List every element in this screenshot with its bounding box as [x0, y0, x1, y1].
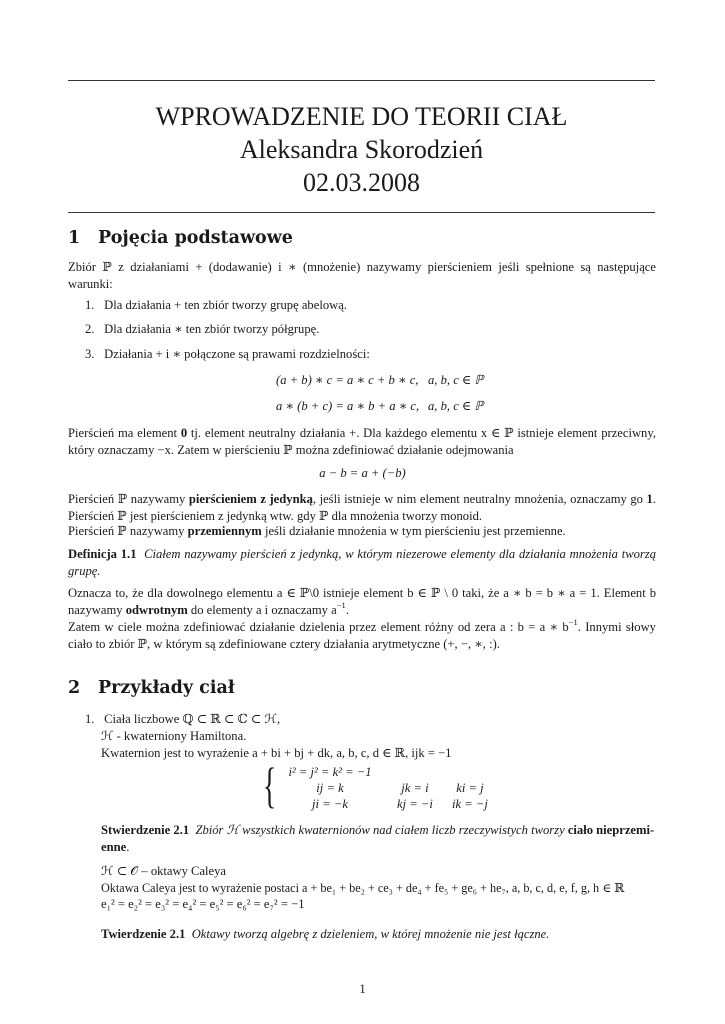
top-rule	[68, 80, 655, 81]
inverse-element-paragraph: Oznacza to, że dla dowolnego elementu a ∈ ℙ\0 istnieje element b ∈ ℙ \ 0 taki, że a ∗ b = b ∗ a = 1. Element b nazywamy odwrotnym do elementy a i oznaczamy $a^{-1}$.	[68, 586, 656, 617]
relation-ij: ij = k	[316, 781, 344, 795]
octonion-line-1: ℋ ⊂ 𝒪 – oktawy Caleya	[101, 864, 227, 878]
section-number: 1	[68, 228, 81, 248]
example-item-1-line-3: Kwaternion jest to wyrażenie a + bi + bj + dk, a, b, c, d ∈ ℝ, ijk = −1	[101, 746, 452, 760]
document-author: Aleksandra Skorodzień	[239, 135, 484, 164]
unity-ring-paragraph: Pierścień ℙ nazywamy pierścieniem z jedynką, jeśli istnieje w nim element neutralny mnożenia, oznaczamy go 1. Pierścień ℙ jest pierścieniem z jedynką wtw. gdy ℙ dla mnożenia tworzy monoid.	[68, 492, 656, 523]
condition-item-2: 2. Dla działania ∗ ten zbiór tworzy półgrupę.	[85, 322, 320, 336]
subtraction-equation: a − b = a + (−b)	[319, 466, 406, 480]
relation-ji: ji = −k	[312, 797, 348, 811]
ring-definition-paragraph: Zbiór ℙ z działaniami + (dodawanie) i ∗ (mnożenie) nazywamy pierścieniem jeśli spełnione są następujące warunki:	[68, 260, 656, 291]
relation-ki: ki = j	[456, 781, 484, 795]
document-date: 02.03.2008	[303, 168, 420, 197]
theorem-text: Oktawy tworzą algebrę z dzieleniem, w której mnożenie nie jest łączne.	[191, 927, 550, 941]
octonion-line-3: e₁² = e₂² = e₃² = e₄² = e₅² = e₆² = e₇² = −1	[101, 897, 305, 911]
relation-ik: ik = −j	[452, 797, 488, 811]
title-block	[68, 100, 655, 199]
definition-text: Ciałem nazywamy pierścień z jedynką, w którym niezerowe elementy dla działania mnożenia tworzą grupę.	[68, 547, 656, 578]
section-number: 2	[68, 678, 81, 698]
distributivity-equation-2: a ∗ (b + c) = a ∗ b + a ∗ c,	[276, 399, 420, 413]
section-title: Przykłady ciał	[98, 678, 235, 698]
zero-element-paragraph: Pierścień ma element 0 tj. element neutralny działania +. Dla każdego elementu x ∈ ℙ istnieje element przeciwny, który oznaczamy −x. Zatem w pierścieniu ℙ można zdefiniować działanie odejmowania	[68, 426, 656, 457]
example-item-1: 1. Ciała liczbowe ℚ ⊂ ℝ ⊂ ℂ ⊂ ℋ,	[85, 712, 281, 726]
example-item-1-line-2: ℋ - kwaterniony Hamiltona.	[101, 729, 247, 743]
distributivity-condition-1: a, b, c ∈ ℙ	[428, 373, 484, 387]
definition-label: Definicja 1.1	[68, 547, 137, 561]
section-1-heading	[68, 228, 293, 248]
division-paragraph: Zatem w ciele można zdefiniować działanie dzielenia przez element różny od zera a : b = a ∗ $b^{-1}$. Innymi słowy ciało to zbiór ℙ, w którym są zdefiniowane cztery działania arytmetyczne (+, −, ∗, :).	[68, 617, 656, 651]
relation-row-1: i² = j² = k² = −1	[288, 765, 372, 779]
bottom-rule	[68, 212, 655, 213]
system-brace: {	[263, 757, 277, 813]
octonion-line-2: Oktawa Caleya jest to wyrażenie postaci a + be₁ + be₂ + ce₃ + de₄ + fe₅ + ge₆ + he₇, a, b, c, d, e, f, g, h ∈ ℝ	[101, 881, 625, 895]
statement-label: Stwierdzenie 2.1	[101, 823, 190, 837]
relation-jk: jk = i	[401, 781, 429, 795]
distributivity-equation-1: (a + b) ∗ c = a ∗ c + b ∗ c,	[276, 373, 419, 387]
definition-1-1	[68, 546, 656, 580]
theorem-label: Twierdzenie 2.1	[101, 927, 186, 941]
theorem-2-1	[101, 926, 656, 943]
condition-item-3: 3. Działania + i ∗ połączone są prawami rozdzielności:	[85, 347, 370, 361]
page-number: 1	[359, 982, 366, 996]
section-title: Pojęcia podstawowe	[98, 228, 293, 248]
distributivity-condition-2: a, b, c ∈ ℙ	[428, 399, 484, 413]
quaternion-relations	[275, 764, 495, 812]
relation-kj: kj = −i	[397, 797, 433, 811]
statement-2-1: Stwierdzenie 2.1 Zbiór ℋ wszystkich kwaternionów nad ciałem liczb rzeczywistych tworzy ciało nieprzemi- enne.	[101, 823, 655, 854]
condition-item-1: 1. Dla działania + ten zbiór tworzy grupę abelową.	[85, 298, 347, 312]
document-title: WPROWADZENIE DO TEORII CIAŁ	[155, 102, 568, 131]
commutative-ring-paragraph: Pierścień ℙ nazywamy przemiennym jeśli działanie mnożenia w tym pierścieniu jest przemienne.	[68, 524, 566, 538]
section-2-heading	[68, 678, 235, 698]
